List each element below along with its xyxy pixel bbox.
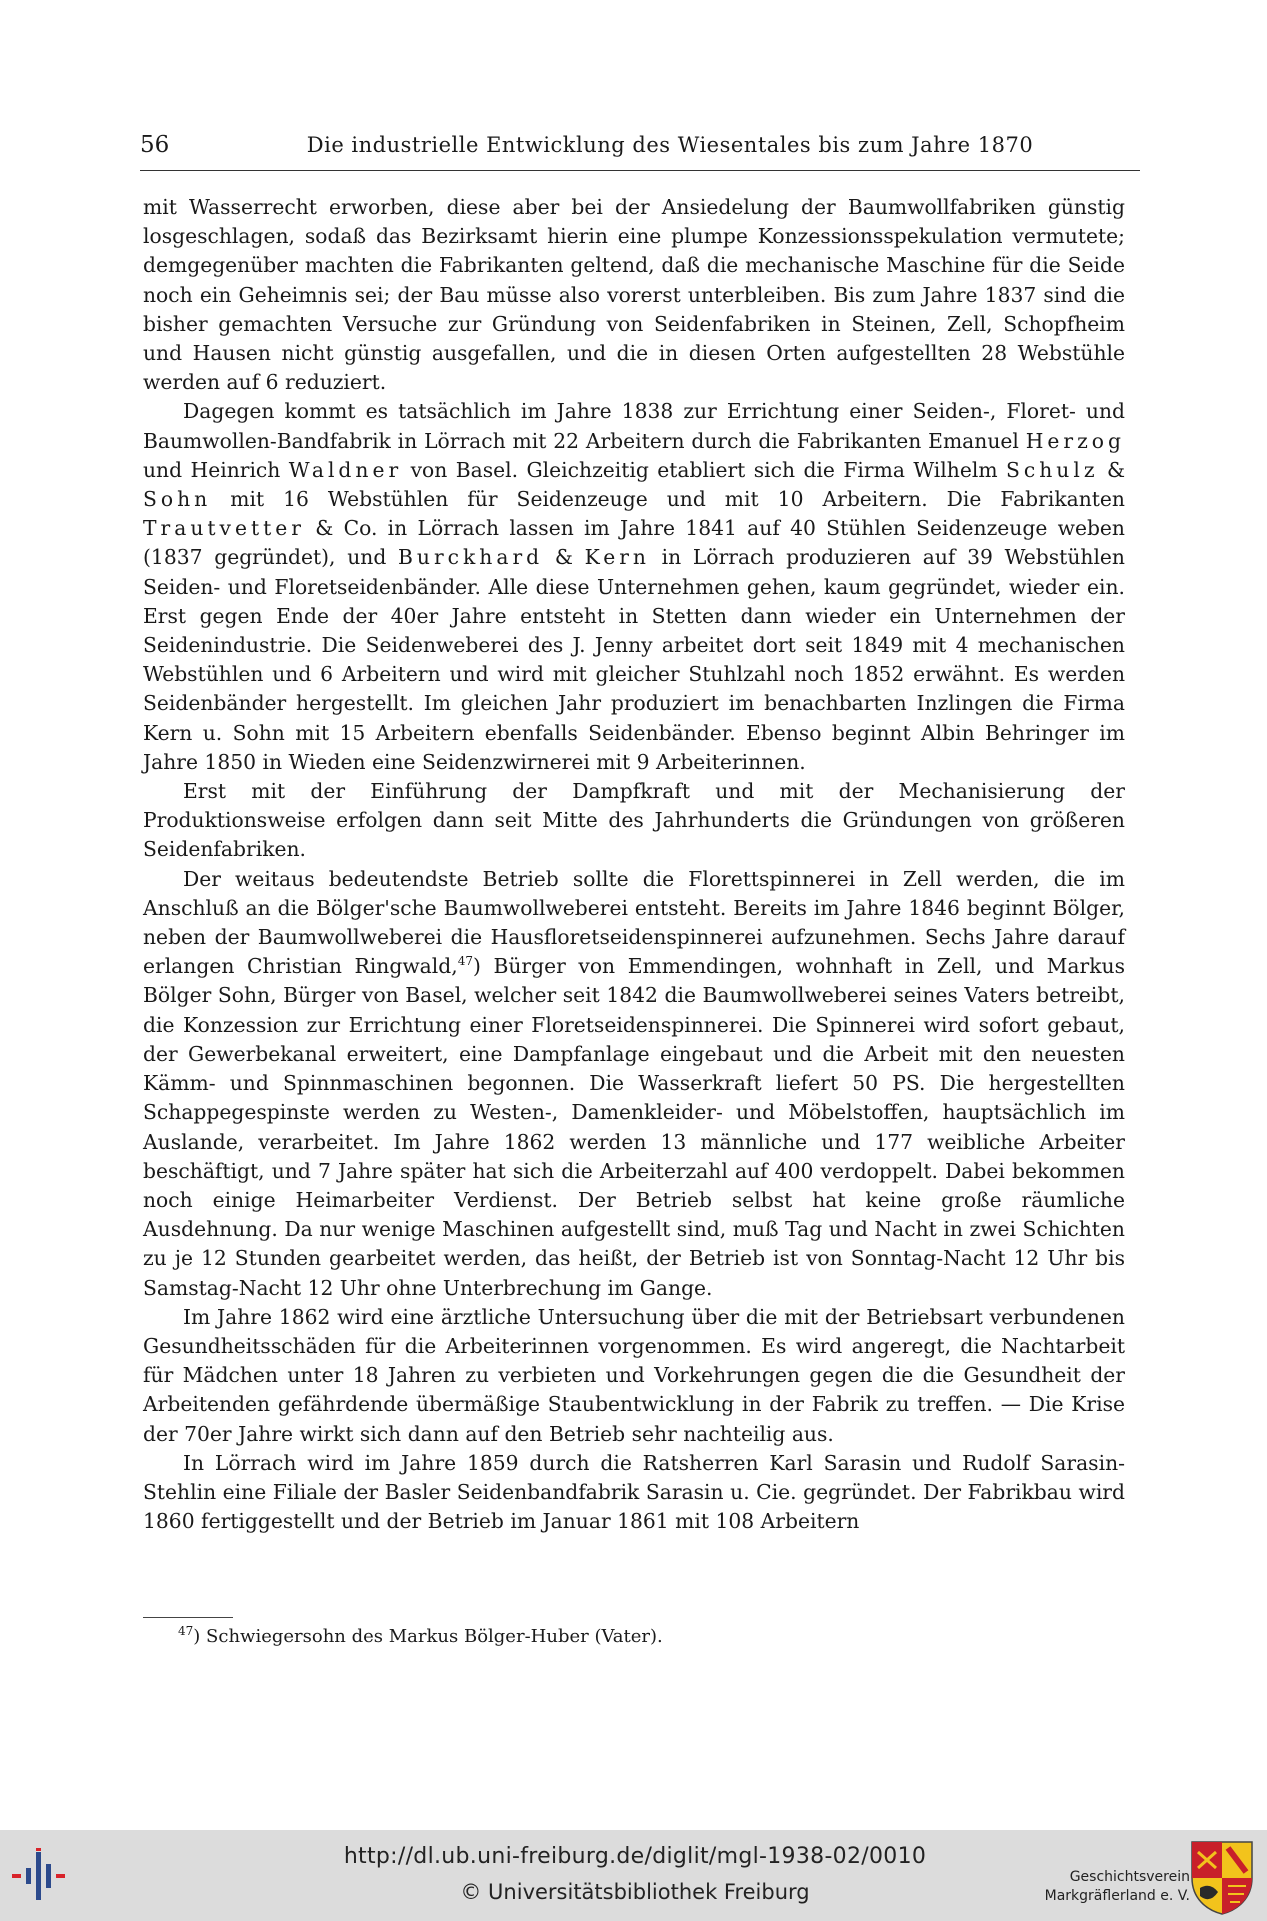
paragraph-2-text-c: von Basel. Gleichzeitig etabliert sich die Firma Wilhelm bbox=[402, 457, 1006, 482]
name-schulz: Schulz bbox=[1005, 457, 1099, 482]
footnote bbox=[178, 1624, 1078, 1650]
footnote-reference: 47 bbox=[457, 954, 473, 969]
paragraph-4-text-b: ) Bürger von Emmendingen, wohnhaft in Zell, und Markus Bölger Sohn, Bürger von Basel, welcher seit 1842 die Baumwollweberei seines Vaters betreibt, die Konzession zur Errichtung einer Floretseidenspinnerei. Die Spinnerei wird sofort gebaut, der Gewerbekanal erweitert, eine Dampfanlage eingebaut und die Arbeit mit den neuesten Kämm- und Spinnmaschinen begonnen. Die Wasserkraft liefert 50 PS. Die hergestellten Schappegespinste werden zu Westen-, Damenkleider- und Möbelstoffen, hauptsächlich im Auslande, verarbeitet. Im Jahre 1862 werden 13 männliche und 177 weibliche Arbeiter beschäftigt, und 7 Jahre später hat sich die Arbeiterzahl auf 400 verdoppelt. Dabei bekommen noch einige Heimarbeiter Verdienst. Der Betrieb selbst hat keine große räumliche Ausdehnung. Da nur wenige Maschinen aufgestellt sind, muß Tag und Nacht in zwei Schichten zu je 12 Stunden gearbeitet werden, das heißt, der Betrieb ist von Sonntag-Nacht 12 Uhr bis Samstag-Nacht 12 Uhr ohne Unterbrechung im Gange. bbox=[143, 954, 1125, 1300]
header-rule bbox=[140, 170, 1140, 171]
paragraph-4-text-a: Der weitaus bedeutendste Betrieb sollte die Florettspinnerei in Zell werden, die im Anschluß an die Bölger'sche Baumwollweberei entsteht. Bereits im Jahre 1846 beginnt Bölger, neben der Baumwollweberei die Hausfloretseidenspinnerei aufzunehmen. Sechs Jahre darauf erlangen Christian Ringwald, bbox=[143, 866, 1125, 979]
paragraph-2-text-b: und Heinrich bbox=[143, 457, 289, 482]
name-kern: Kern bbox=[584, 545, 650, 570]
footnote-text: ) Schwiegersohn des Markus Bölger-Huber (Vater). bbox=[193, 1626, 663, 1647]
running-head bbox=[140, 132, 1140, 172]
ub-freiburg-logo-icon[interactable] bbox=[10, 1848, 80, 1904]
paragraph-2-text-a: Dagegen kommt es tatsächlich im Jahre 1838 zur Errichtung einer Seiden-, Floret- und Baumwollen-Bandfabrik in Lörrach mit 22 Arbeitern durch die Fabrikanten Emanuel bbox=[143, 399, 1125, 453]
name-sohn: Sohn bbox=[143, 487, 212, 512]
paragraph-2-text-f: & Co. in Lörrach lassen im Jahre 1841 auf 40 Stühlen Seidenzeuge weben (1837 gegründet), und bbox=[143, 516, 1125, 570]
name-burckhard: Burckhard bbox=[398, 545, 544, 570]
society-name-line-2: Markgräflerland e. V. bbox=[1044, 1888, 1190, 1904]
society-name-line-1: Geschichtsverein bbox=[1069, 1869, 1190, 1885]
society-name bbox=[1020, 1868, 1190, 1906]
body-text bbox=[143, 193, 1125, 1536]
paragraph-1: mit Wasserrecht erworben, diese aber bei der Ansiedelung der Baumwollfabriken günstig losgeschlagen, sodaß das Bezirksamt hierin eine plumpe Konzessionsspekulation vermutete; demgegenüber machten die Fabrikanten geltend, daß die mechanische Maschine für die Seide noch ein Geheimnis sei; der Bau müsse also vorerst unterbleiben. Bis zum Jahre 1837 sind die bisher gemachten Versuche zur Gründung von Seidenfabriken in Steinen, Zell, Schopfheim und Hausen nicht günstig ausgefallen, und die in diesen Orten aufgestellten 28 Webstühle werden auf 6 reduziert. bbox=[143, 195, 1125, 395]
footnote-rule bbox=[143, 1617, 233, 1618]
coat-of-arms-icon bbox=[1188, 1838, 1256, 1916]
paragraph-3: Erst mit der Einführung der Dampfkraft und mit der Mechanisierung der Produktionsweise erfolgen dann seit Mitte des Jahrhunderts die Gründungen von größeren Seidenfabriken. bbox=[143, 779, 1125, 862]
name-herzog: Herzog bbox=[1025, 428, 1125, 453]
paragraph-4 bbox=[143, 865, 1125, 1303]
document-url[interactable]: http://dl.ub.uni-freiburg.de/diglit/mgl-1938-02/0010 bbox=[343, 1844, 927, 1869]
running-title: Die industrielle Entwicklung des Wiesentales bis zum Jahre 1870 bbox=[306, 133, 1034, 157]
paragraph-2-text-g: & bbox=[543, 545, 585, 570]
paragraph-2-text-h: in Lörrach produzieren auf 39 Webstühlen Seiden- und Floretseidenbänder. Alle diese Unternehmen gehen, kaum gegründet, wieder ein. Erst gegen Ende der 40er Jahre entsteht in Stetten dann wieder ein Unternehmen der Seidenindustrie. Die Seidenweberei des J. Jenny arbeitet dort seit 1849 mit 4 mechanischen Webstühlen und 6 Arbeitern und wird mit gleicher Stuhlzahl noch 1852 erwähnt. Es werden Seidenbänder hergestellt. Im gleichen Jahr produziert im benachbarten Inzlingen die Firma Kern u. Sohn mit 15 Arbeitern ebenfalls Seidenbänder. Ebenso beginnt Albin Behringer im Jahre 1850 in Wieden eine Seidenzwirnerei mit 9 Arbeiterinnen. bbox=[143, 545, 1125, 774]
paragraph-2-text-d: & bbox=[1098, 457, 1125, 482]
copyright-notice: © Universitätsbibliothek Freiburg bbox=[460, 1880, 810, 1904]
name-trautvetter: Trautvetter bbox=[143, 516, 305, 541]
footer-bar bbox=[0, 1830, 1267, 1921]
page-number: 56 bbox=[140, 132, 170, 158]
footnote-marker: 47 bbox=[178, 1624, 194, 1638]
name-waldner: Waldner bbox=[288, 457, 403, 482]
paragraph-2 bbox=[143, 397, 1125, 777]
paragraph-6: In Lörrach wird im Jahre 1859 durch die Ratsherren Karl Sarasin und Rudolf Sarasin-Stehlin eine Filiale der Basler Seidenbandfabrik Sarasin u. Cie. gegründet. Der Fabrikbau wird 1860 fertiggestellt und der Betrieb im Januar 1861 mit 108 Arbeitern bbox=[143, 1450, 1125, 1534]
paragraph-2-text-e: mit 16 Webstühlen für Seidenzeuge und mit 10 Arbeitern. Die Fabrikanten bbox=[211, 487, 1125, 512]
paragraph-5: Im Jahre 1862 wird eine ärztliche Untersuchung über die mit der Betriebsart verbundenen Gesundheitsschäden für die Arbeiterinnen vorgenommen. Es wird angeregt, die Nachtarbeit für Mädchen unter 18 Jahren zu verbieten und Vorkehrungen gegen die die Gesundheit der Arbeitenden gefährdende übermäßige Staubentwicklung in der Fabrik zu treffen. — Die Krise der 70er Jahre wirkt sich dann auf den Betrieb sehr nachteilig aus. bbox=[143, 1304, 1125, 1446]
